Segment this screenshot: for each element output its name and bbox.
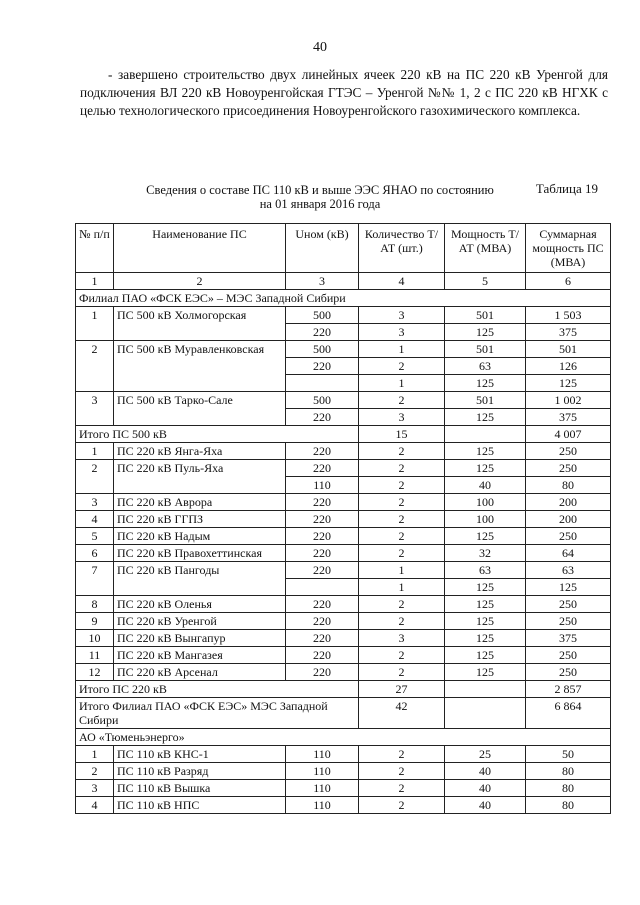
total-power-cell: 1 503 xyxy=(526,307,611,324)
table-row xyxy=(76,511,611,528)
unom-cell: 220 xyxy=(286,358,359,375)
count-cell: 2 xyxy=(359,494,445,511)
table-row xyxy=(76,797,611,814)
substation-name: ПС 500 кВ Муравленковская xyxy=(114,341,286,392)
unom-cell: 110 xyxy=(286,477,359,494)
power-cell: 501 xyxy=(445,307,526,324)
row-number: 2 xyxy=(76,763,114,780)
unom-cell: 220 xyxy=(286,460,359,477)
total-power-cell: 80 xyxy=(526,477,611,494)
power-cell: 25 xyxy=(445,746,526,763)
section-header: Филиал ПАО «ФСК ЕЭС» – МЭС Западной Сибири xyxy=(76,290,611,307)
count-cell: 1 xyxy=(359,341,445,358)
total-count: 42 xyxy=(359,698,445,729)
count-cell: 2 xyxy=(359,545,445,562)
column-number: 4 xyxy=(359,273,445,290)
unom-cell: 110 xyxy=(286,746,359,763)
power-cell: 125 xyxy=(445,409,526,426)
table-row xyxy=(76,392,611,409)
row-number: 3 xyxy=(76,780,114,797)
count-cell: 1 xyxy=(359,375,445,392)
table-row xyxy=(76,780,611,797)
count-cell: 1 xyxy=(359,579,445,596)
row-number: 7 xyxy=(76,562,114,596)
substation-name: ПС 220 кВ Надым xyxy=(114,528,286,545)
total-power-cell: 64 xyxy=(526,545,611,562)
table-row xyxy=(76,307,611,324)
substation-name: ПС 110 кВ НПС xyxy=(114,797,286,814)
table-row xyxy=(76,460,611,477)
total-power-cell: 1 002 xyxy=(526,392,611,409)
intro-paragraph: - завершено строительство двух линейных ячеек 220 кВ на ПС 220 кВ Уренгой для подключения ВЛ 220 кВ Новоуренгойская ГТЭС – Уренгой №№ 1, 2 с ПС 220 кВ НГХК с целью технологического присоединения Новоуренгойского газохимического комплекса. xyxy=(80,67,608,118)
substation-name: ПС 220 кВ Правохеттинская xyxy=(114,545,286,562)
total-power-cell: 63 xyxy=(526,562,611,579)
substation-name: ПС 110 кВ Разряд xyxy=(114,763,286,780)
table-row xyxy=(76,494,611,511)
power-cell: 125 xyxy=(445,375,526,392)
power-cell: 125 xyxy=(445,443,526,460)
total-power: 4 007 xyxy=(526,426,611,443)
count-cell: 2 xyxy=(359,460,445,477)
substation-name: ПС 500 кВ Холмогорская xyxy=(114,307,286,341)
table-row xyxy=(76,341,611,358)
unom-cell: 220 xyxy=(286,494,359,511)
row-number: 3 xyxy=(76,392,114,426)
total-power-cell: 125 xyxy=(526,375,611,392)
total-power-cell: 250 xyxy=(526,528,611,545)
header-count: Количество Т/АТ (шт.) xyxy=(359,224,445,273)
table-row xyxy=(76,596,611,613)
total-power-cell: 125 xyxy=(526,579,611,596)
table-row xyxy=(76,443,611,460)
caption-line-2: на 01 января 2016 года xyxy=(259,197,381,211)
count-cell: 2 xyxy=(359,528,445,545)
power-cell: 125 xyxy=(445,630,526,647)
total-power-cell: 250 xyxy=(526,613,611,630)
total-label: Итого ПС 220 кВ xyxy=(76,681,359,698)
power-cell: 501 xyxy=(445,341,526,358)
column-number: 3 xyxy=(286,273,359,290)
column-number-row xyxy=(76,273,611,290)
count-cell: 2 xyxy=(359,780,445,797)
power-cell: 125 xyxy=(445,579,526,596)
unom-cell: 220 xyxy=(286,630,359,647)
section-header-row xyxy=(76,729,611,746)
total-power-cell: 80 xyxy=(526,763,611,780)
power-cell: 40 xyxy=(445,780,526,797)
power-cell: 40 xyxy=(445,797,526,814)
total-power: 6 864 xyxy=(526,698,611,729)
table-row xyxy=(76,664,611,681)
section-header-row xyxy=(76,290,611,307)
row-number: 5 xyxy=(76,528,114,545)
count-cell: 3 xyxy=(359,324,445,341)
count-cell: 2 xyxy=(359,596,445,613)
row-number: 3 xyxy=(76,494,114,511)
caption-line-1: Сведения о составе ПС 110 кВ и выше ЭЭС ЯНАО по состоянию xyxy=(146,183,494,197)
table-caption xyxy=(0,183,640,211)
column-number: 2 xyxy=(114,273,286,290)
total-count: 27 xyxy=(359,681,445,698)
total-power-cell: 200 xyxy=(526,511,611,528)
header-name: Наименование ПС xyxy=(114,224,286,273)
row-number: 11 xyxy=(76,647,114,664)
total-row xyxy=(76,681,611,698)
power-cell: 501 xyxy=(445,392,526,409)
count-cell: 1 xyxy=(359,562,445,579)
total-power-cell: 126 xyxy=(526,358,611,375)
total-power-cell: 50 xyxy=(526,746,611,763)
substation-name: ПС 220 кВ Пангоды xyxy=(114,562,286,596)
power-cell: 100 xyxy=(445,511,526,528)
page-number: 40 xyxy=(313,40,327,55)
total-row xyxy=(76,698,611,729)
row-number: 9 xyxy=(76,613,114,630)
count-cell: 2 xyxy=(359,392,445,409)
count-cell: 2 xyxy=(359,664,445,681)
substation-name: ПС 220 кВ Аврора xyxy=(114,494,286,511)
power-cell: 100 xyxy=(445,494,526,511)
unom-cell: 220 xyxy=(286,647,359,664)
total-empty xyxy=(445,698,526,729)
unom-cell: 220 xyxy=(286,613,359,630)
power-cell: 63 xyxy=(445,358,526,375)
count-cell: 2 xyxy=(359,477,445,494)
total-empty xyxy=(445,681,526,698)
power-cell: 125 xyxy=(445,647,526,664)
power-cell: 125 xyxy=(445,664,526,681)
table-row xyxy=(76,630,611,647)
count-cell: 2 xyxy=(359,613,445,630)
substation-name: ПС 220 кВ Арсенал xyxy=(114,664,286,681)
total-power-cell: 250 xyxy=(526,664,611,681)
total-power-cell: 375 xyxy=(526,409,611,426)
row-number: 1 xyxy=(76,443,114,460)
unom-cell: 110 xyxy=(286,763,359,780)
header-row xyxy=(76,224,611,273)
row-number: 10 xyxy=(76,630,114,647)
power-cell: 125 xyxy=(445,460,526,477)
substations-table xyxy=(75,223,611,814)
total-power-cell: 250 xyxy=(526,460,611,477)
unom-cell: 220 xyxy=(286,511,359,528)
substation-name: ПС 220 кВ Мангазея xyxy=(114,647,286,664)
power-cell: 40 xyxy=(445,477,526,494)
power-cell: 40 xyxy=(445,763,526,780)
unom-cell: 110 xyxy=(286,797,359,814)
power-cell: 125 xyxy=(445,528,526,545)
unom-cell: 500 xyxy=(286,341,359,358)
substation-name: ПС 220 кВ ГГПЗ xyxy=(114,511,286,528)
count-cell: 3 xyxy=(359,307,445,324)
table-row xyxy=(76,746,611,763)
power-cell: 125 xyxy=(445,596,526,613)
unom-cell xyxy=(286,579,359,596)
total-power-cell: 250 xyxy=(526,443,611,460)
unom-cell: 220 xyxy=(286,528,359,545)
table-row xyxy=(76,545,611,562)
header-total: Суммарная мощность ПС (МВА) xyxy=(526,224,611,273)
count-cell: 3 xyxy=(359,630,445,647)
count-cell: 2 xyxy=(359,746,445,763)
power-cell: 32 xyxy=(445,545,526,562)
unom-cell: 500 xyxy=(286,392,359,409)
table-row xyxy=(76,647,611,664)
row-number: 6 xyxy=(76,545,114,562)
total-power-cell: 80 xyxy=(526,780,611,797)
total-row xyxy=(76,426,611,443)
column-number: 6 xyxy=(526,273,611,290)
row-number: 12 xyxy=(76,664,114,681)
row-number: 2 xyxy=(76,460,114,494)
table-row xyxy=(76,528,611,545)
unom-cell: 500 xyxy=(286,307,359,324)
header-unom: Uном (кВ) xyxy=(286,224,359,273)
count-cell: 3 xyxy=(359,409,445,426)
substation-name: ПС 220 кВ Янга-Яха xyxy=(114,443,286,460)
section-header: АО «Тюменьэнерго» xyxy=(76,729,611,746)
total-empty xyxy=(445,426,526,443)
substation-name: ПС 220 кВ Уренгой xyxy=(114,613,286,630)
unom-cell: 220 xyxy=(286,545,359,562)
total-power-cell: 80 xyxy=(526,797,611,814)
table-row xyxy=(76,613,611,630)
unom-cell: 220 xyxy=(286,324,359,341)
substation-name: ПС 500 кВ Тарко-Сале xyxy=(114,392,286,426)
total-count: 15 xyxy=(359,426,445,443)
column-number: 5 xyxy=(445,273,526,290)
unom-cell: 220 xyxy=(286,664,359,681)
row-number: 1 xyxy=(76,307,114,341)
substation-name: ПС 220 кВ Оленья xyxy=(114,596,286,613)
count-cell: 2 xyxy=(359,797,445,814)
column-number: 1 xyxy=(76,273,114,290)
count-cell: 2 xyxy=(359,511,445,528)
total-power: 2 857 xyxy=(526,681,611,698)
table-label: Таблица 19 xyxy=(535,181,598,196)
row-number: 2 xyxy=(76,341,114,392)
row-number: 4 xyxy=(76,797,114,814)
header-power: Мощность Т/АТ (МВА) xyxy=(445,224,526,273)
total-power-cell: 375 xyxy=(526,324,611,341)
power-cell: 125 xyxy=(445,324,526,341)
unom-cell: 220 xyxy=(286,562,359,579)
count-cell: 2 xyxy=(359,763,445,780)
substation-name: ПС 220 кВ Пуль-Яха xyxy=(114,460,286,494)
unom-cell: 220 xyxy=(286,443,359,460)
power-cell: 125 xyxy=(445,613,526,630)
row-number: 1 xyxy=(76,746,114,763)
table-row xyxy=(76,562,611,579)
count-cell: 2 xyxy=(359,443,445,460)
substation-name: ПС 110 кВ КНС-1 xyxy=(114,746,286,763)
row-number: 8 xyxy=(76,596,114,613)
power-cell: 63 xyxy=(445,562,526,579)
total-power-cell: 501 xyxy=(526,341,611,358)
unom-cell xyxy=(286,375,359,392)
count-cell: 2 xyxy=(359,358,445,375)
unom-cell: 220 xyxy=(286,596,359,613)
table-row xyxy=(76,763,611,780)
unom-cell: 110 xyxy=(286,780,359,797)
count-cell: 2 xyxy=(359,647,445,664)
unom-cell: 220 xyxy=(286,409,359,426)
total-power-cell: 250 xyxy=(526,647,611,664)
header-num: № п/п xyxy=(76,224,114,273)
total-label: Итого ПС 500 кВ xyxy=(76,426,359,443)
total-power-cell: 200 xyxy=(526,494,611,511)
substation-name: ПС 110 кВ Вышка xyxy=(114,780,286,797)
total-power-cell: 250 xyxy=(526,596,611,613)
row-number: 4 xyxy=(76,511,114,528)
total-label: Итого Филиал ПАО «ФСК ЕЭС» МЭС Западной Сибири xyxy=(76,698,359,729)
substation-name: ПС 220 кВ Вынгапур xyxy=(114,630,286,647)
total-power-cell: 375 xyxy=(526,630,611,647)
